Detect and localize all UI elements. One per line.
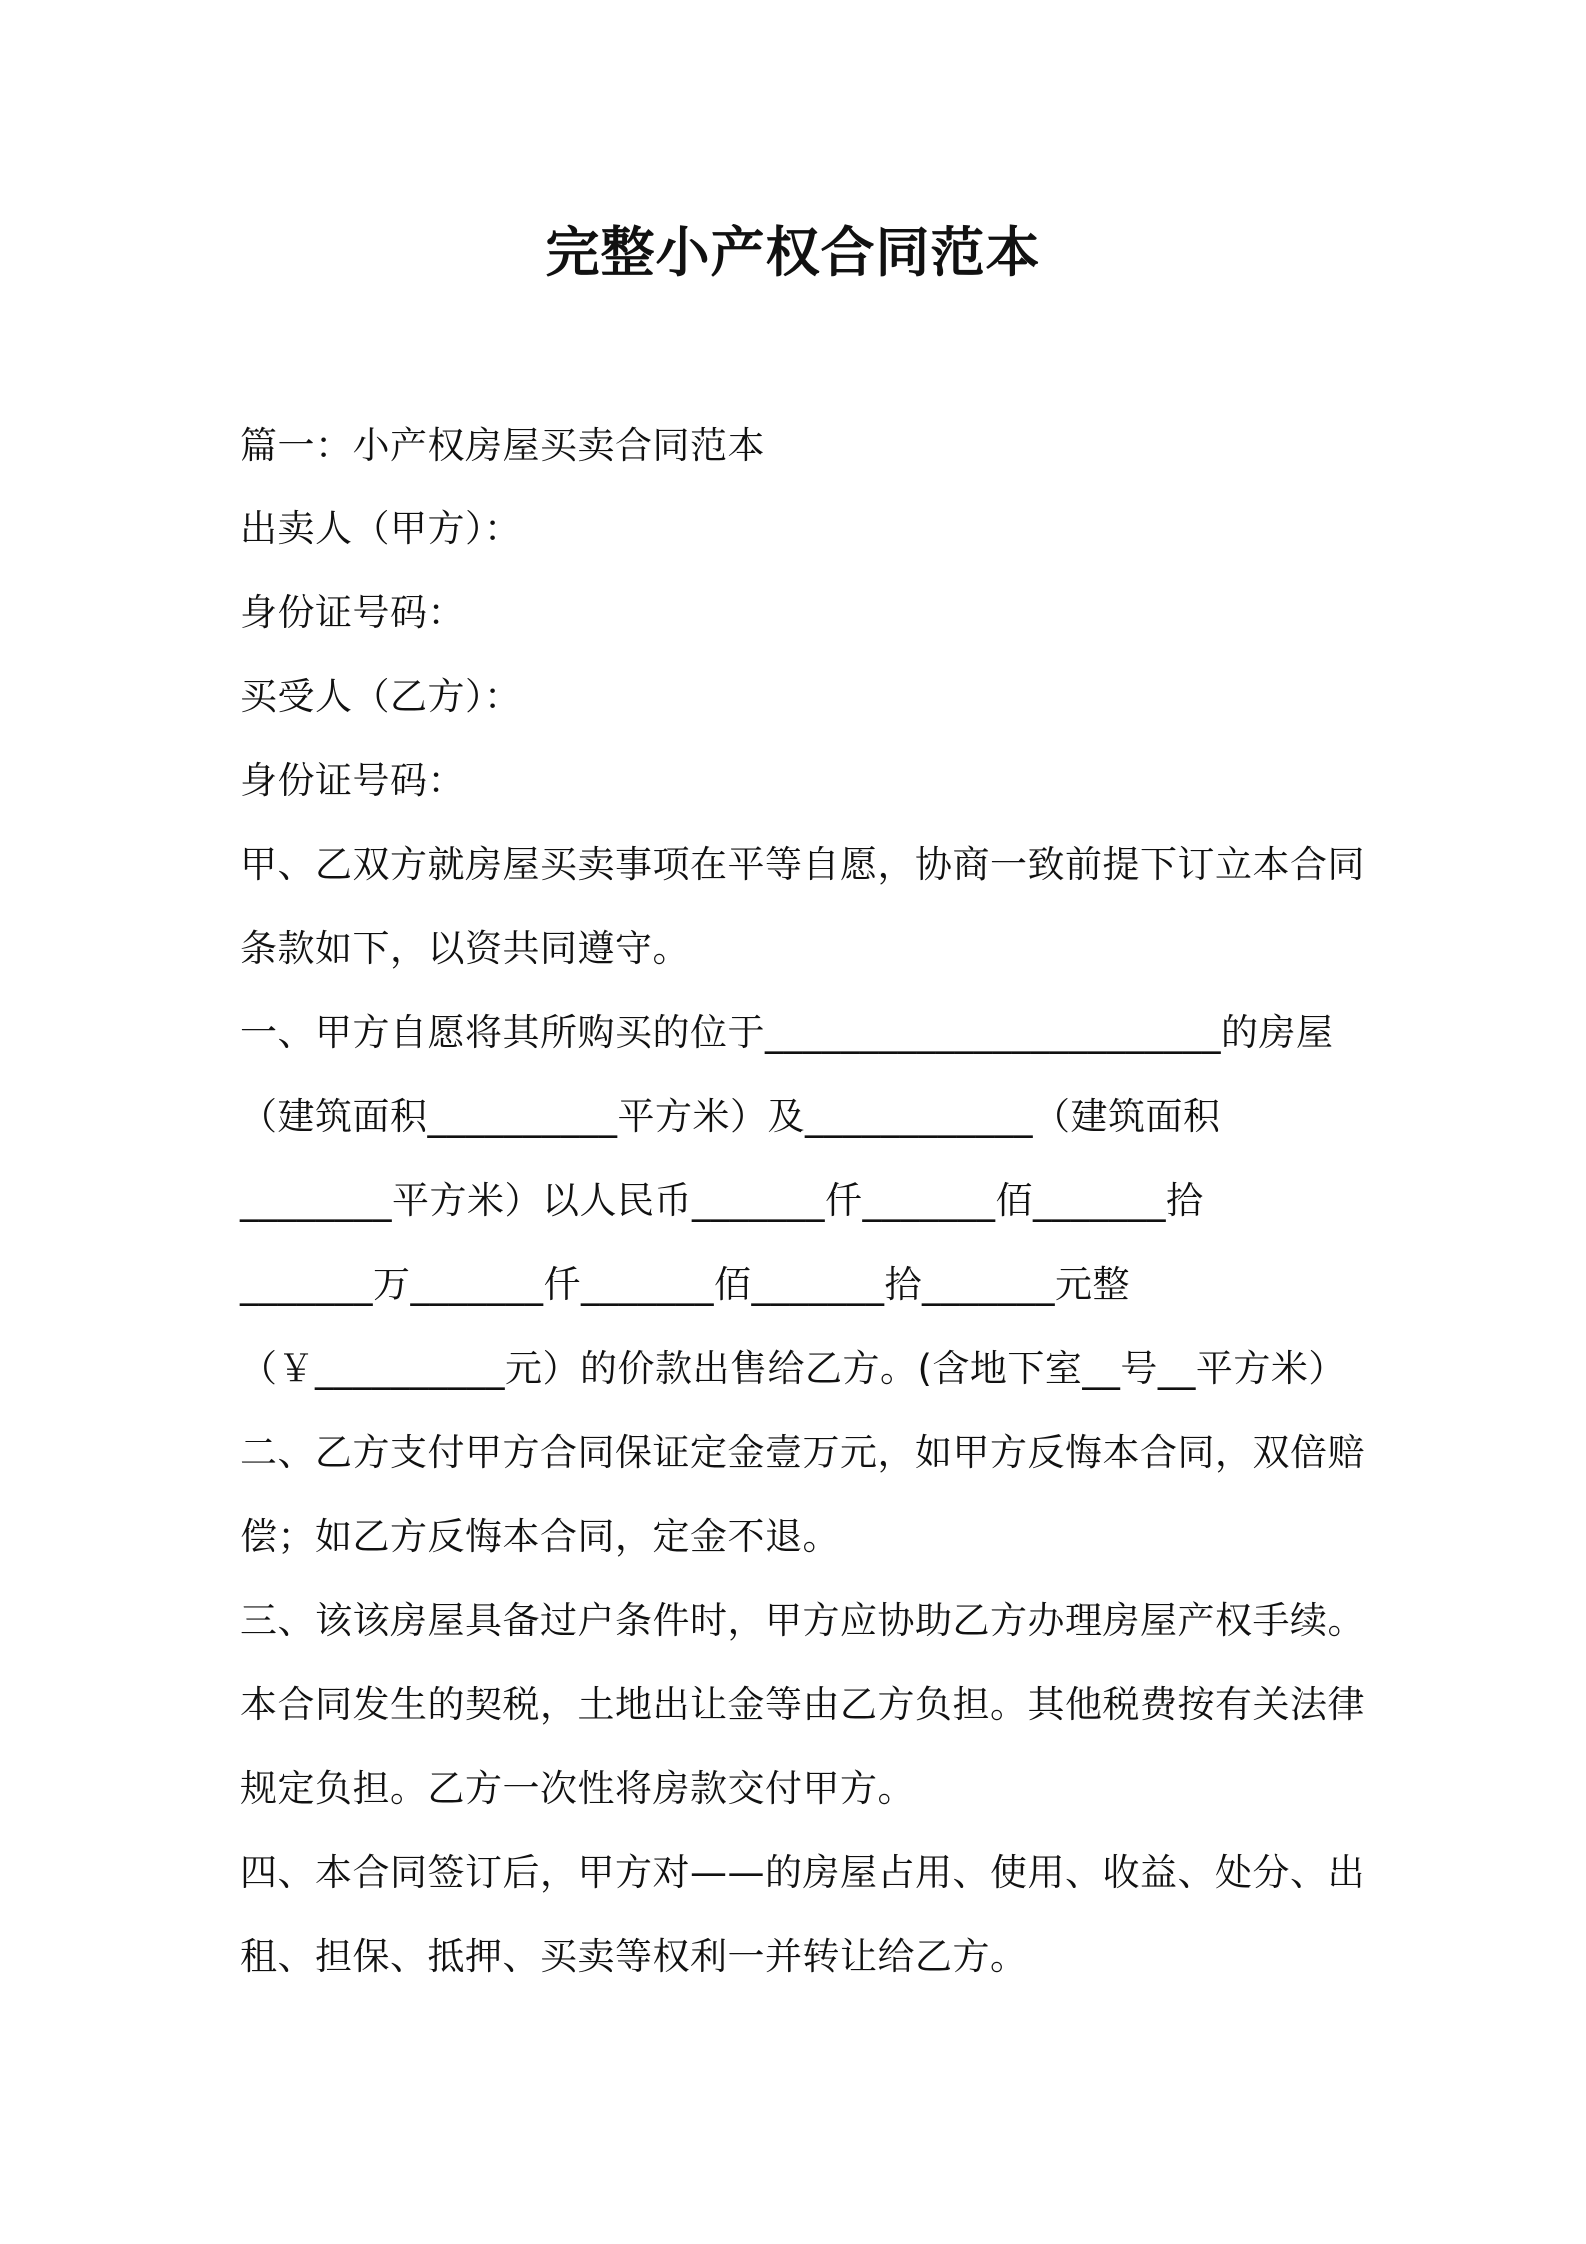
buyer-label: 买受人（乙方）： xyxy=(240,675,522,718)
clause-3-line-1: 三、该该房屋具备过户条件时，甲方应协助乙方办理房屋产权手续。 xyxy=(240,1599,1365,1642)
clause-3-line-3: 规定负担。乙方一次性将房款交付甲方。 xyxy=(240,1767,915,1810)
preamble-line-1: 甲、乙双方就房屋买卖事项在平等自愿，协商一致前提下订立本合同 xyxy=(240,843,1365,886)
seller-id-label: 身份证号码： xyxy=(240,591,465,634)
buyer-id-label: 身份证号码： xyxy=(240,759,465,802)
clause-2-line-2: 偿；如乙方反悔本合同，定金不退。 xyxy=(240,1515,840,1558)
clause-2-line-1: 二、乙方支付甲方合同保证定金壹万元，如甲方反悔本合同，双倍赔 xyxy=(240,1431,1365,1474)
clause-4-line-2: 租、担保、抵押、买卖等权利一并转让给乙方。 xyxy=(240,1935,1028,1978)
clause-1-line-3: ________平方米）以人民币_______仟_______佰_______拾 xyxy=(240,1179,1204,1222)
clause-1-line-1: 一、甲方自愿将其所购买的位于________________________的房屋 xyxy=(240,1011,1334,1054)
clause-3-line-2: 本合同发生的契税，土地出让金等由乙方负担。其他税费按有关法律 xyxy=(240,1683,1365,1726)
section-heading: 篇一：小产权房屋买卖合同范本 xyxy=(240,424,765,467)
clause-1-line-5: （￥__________元）的价款出售给乙方。(含地下室__号__平方米） xyxy=(240,1347,1346,1390)
clause-1-line-2: （建筑面积__________平方米）及____________（建筑面积 xyxy=(240,1095,1221,1138)
clause-4-line-1: 四、本合同签订后，甲方对——的房屋占用、使用、收益、处分、出 xyxy=(240,1851,1365,1894)
document-title: 完整小产权合同范本 xyxy=(545,221,1041,284)
preamble-line-2: 条款如下，以资共同遵守。 xyxy=(240,927,690,970)
clause-1-line-4: _______万_______仟_______佰_______拾_______元整 xyxy=(240,1263,1130,1306)
seller-label: 出卖人（甲方）： xyxy=(240,507,522,550)
